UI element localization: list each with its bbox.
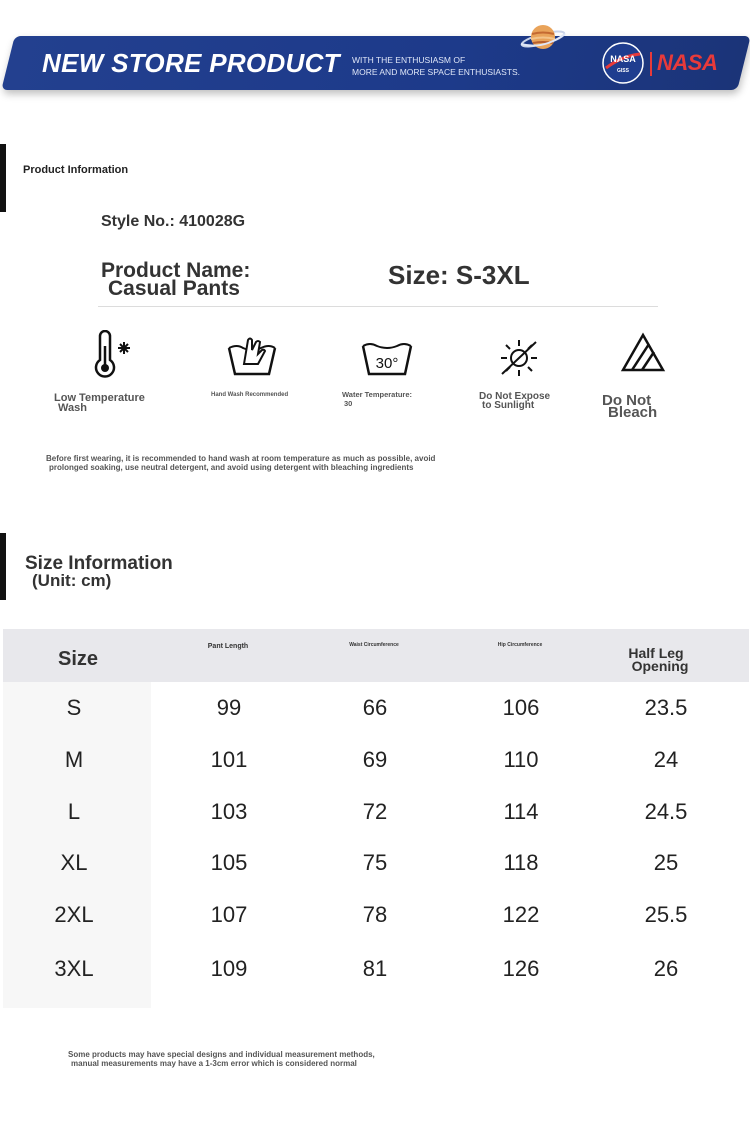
product-name-value: Casual Pants [108,277,240,300]
care-note [46,454,435,472]
care-label-line: Wash [58,402,87,414]
table-cell: 23.5 [644,695,688,720]
table-cell: 126 [502,956,540,981]
column-header-pant-length: Pant Length [207,643,249,650]
divider [98,306,658,307]
table-cell: XL [60,850,88,875]
care-label-line: Water Temperature: [342,390,413,399]
table-cell: 72 [362,799,388,824]
table-cell: 106 [502,695,540,720]
size-info-heading [25,555,173,589]
table-cell: 103 [210,799,248,824]
care-label-line: Do Not [602,392,652,409]
care-label-line: 30 [344,399,353,408]
care-label-water-temp [342,390,412,408]
table-cell: 25.5 [644,902,688,927]
column-header-line: Half Leg [628,645,684,661]
column-header-size: Size [57,648,99,670]
care-label-line: to Sunlight [482,400,535,411]
table-cell: 26 [653,956,679,981]
product-name-label: Product Name: [101,259,251,282]
table-cell: 101 [210,747,248,772]
measurement-footnote [68,1050,375,1068]
care-note-line: Before first wearing, it is recommended to hand wash at room temperature as much as possible, avoid [46,454,436,463]
table-cell: 114 [503,799,539,824]
care-label-line: Bleach [608,404,658,421]
care-note-line: prolonged soaking, use neutral detergent, and avoid using detergent with bleaching ingredients [49,463,414,472]
nasa-meatball-logo [602,42,644,84]
footnote-line: Some products may have special designs and individual measurement methods, [68,1050,375,1059]
care-label-sunlight [479,392,550,410]
table-cell: L [67,799,81,824]
table-cell: 122 [502,902,540,927]
table-cell: M [64,747,84,772]
care-label-line: Low Temperature [54,392,145,404]
style-number: Style No.: 410028G [101,213,246,230]
column-header-hip: Hip Circumference [497,642,543,648]
care-label-hand-wash [211,390,288,400]
table-cell: 75 [362,850,388,875]
wash-temperature-value: 30° [375,355,399,372]
table-cell: S [66,695,82,720]
table-cell: 69 [362,747,388,772]
care-label-line: Do Not Expose [479,391,551,402]
table-cell: 24.5 [644,799,688,824]
column-header-waist: Waist Circumference [349,642,399,648]
care-label-bleach [602,392,658,421]
section-marker [0,533,6,600]
hand-wash-icon [226,334,278,378]
care-label-low-temp [54,393,145,413]
logo-divider [650,52,652,76]
table-cell: 25 [653,850,679,875]
section-marker [0,144,6,212]
wash-30-icon [360,338,414,378]
size-range: Size: S-3XL [388,260,530,290]
table-cell: 81 [362,956,388,981]
footnote-line: manual measurements may have a 1-3cm error which is considered normal [71,1059,357,1068]
table-cell: 109 [210,956,248,981]
product-name [101,259,251,300]
care-label-line: Hand Wash Recommended [211,392,289,398]
table-cell: 78 [362,902,388,927]
size-info-heading-unit: (Unit: cm) [32,571,112,590]
table-cell: 105 [210,850,248,875]
banner-subtitle-line2: MORE AND MORE SPACE ENTHUSIASTS. [352,67,520,77]
table-cell: 118 [503,850,539,875]
column-header-half-leg-opening [606,647,706,673]
size-info-heading-title: Size Information [25,553,173,574]
table-cell: 110 [503,747,539,772]
nasa-logo-subtext: GISS [617,68,629,74]
low-temperature-icon [88,330,134,382]
banner-title: NEW STORE PRODUCT [42,48,340,78]
nasa-worm-logo: NASA [657,50,718,75]
table-cell: 24 [653,747,679,772]
product-info-heading: Product Information [23,164,129,176]
table-cell: 3XL [54,956,94,981]
table-cell: 66 [362,695,388,720]
table-cell: 99 [216,695,242,720]
planet-icon [520,22,566,56]
table-cell: 2XL [54,902,94,927]
banner-subtitle-line1: WITH THE ENTHUSIASM OF [352,55,466,65]
table-cell: 107 [210,902,248,927]
column-header-line: Opening [631,658,689,674]
nasa-logo-text: NASA [610,54,636,64]
banner-subtitle [352,54,520,78]
no-bleach-icon [620,332,666,374]
sun-icon [496,336,542,380]
